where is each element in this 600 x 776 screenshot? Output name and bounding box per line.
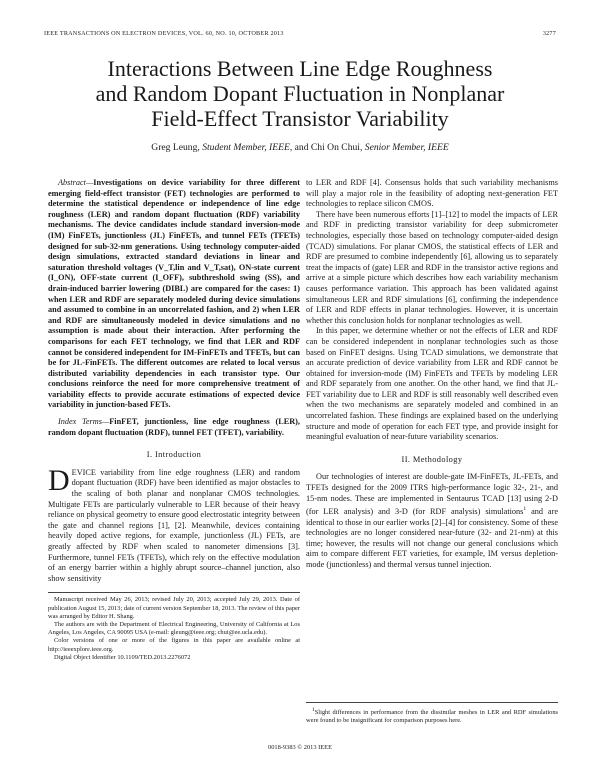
paper-title (30, 56, 570, 131)
methodology-text-rest: and are identical to those in our earlier works [2]–[4] for consistency. Some of these technologies are no longer considered near-future (32- and 21-nm) at this time; however, the results will not change our general conclusions which aim to compare different FET varieties, for example, IM versus depletion-mode (junctionless) and thermal versus tunnel injection. (306, 506, 558, 569)
footnote-affiliation: The authors are with the Department of Electrical Engineering, University of California at Los Angeles, Los Angeles, CA 90095 USA (e-mail: gleung@ieee.org; chui@ee.ucla.edu). (48, 620, 300, 637)
page-number: 3277 (542, 30, 556, 37)
footnote-doi: Digital Object Identifier 10.1109/TED.2013.2276072 (54, 653, 191, 661)
journal-name: IEEE TRANSACTIONS ON ELECTRON DEVICES, VOL. 60, NO. 10, OCTOBER 2013 (44, 30, 284, 37)
methodology-text: Our technologies of interest are double-gate IM-FinFETs, JL-FETs, and TFETs designed for the 2009 ITRS high-performance logic 32-, 21-, and 15-nm nodes. These are implemented in Sentaurus TCAD [13] using 2-D (for LER analysis) and 3-D (for RDF analysis) simulations (306, 472, 558, 516)
index-terms-lead: Index Terms— (58, 417, 110, 427)
author-1-role: Student Member, IEEE, (202, 142, 293, 153)
right-footnote (306, 702, 558, 726)
footnote-color: Color versions of one or more of the figures in this paper are available online at http://ieeexplore.ieee.org. (48, 637, 300, 653)
title-line-1: Interactions Between Line Edge Roughness (107, 56, 493, 81)
right-footnote-marker: 1 (312, 707, 315, 713)
right-footnote-text: Slight differences in performance from the dissimilar meshes in LER and RDF simulations were found to be insignificant for comparison purposes here. (306, 709, 558, 725)
footnote-marker: 1 (523, 506, 527, 513)
abstract-text: Investigations on device variability for three different emerging field-effect transistor (FET) technologies are performed to determine the statistical dependence or independence of line edge roughness (LER) and random dopant fluctuation (RDF) variability mechanisms. The device candidates include standard inversion-mode (IM) FinFETs, junctionless (JL) FinFETs, and tunnel FETs (TFETs) designed for sub-32-nm generations. Using technology computer-aided design simulations, extracted standard deviations in linear and saturation threshold voltages (V_T,lin and V_T,sat), ON-state current (I_ON), OFF-state current (I_OFF), subthreshold swing (SS), and drain-induced barrier lowering (DIBL) are compared for the cases: 1) when LER and RDF are separately modeled during device simulations and assumed to combine in an uncorrelated fashion, and 2) when LER and RDF are simultaneously modeled in device simulations and no assumption is made about their interaction. After performing the comparisons for each FET technology, we find that LER and RDF cannot be considered independent for IM-FinFETs and TFETs, but can be for JL-FinFETs. The different outcomes are related to local versus distributed variability dependencies in each transistor type. Our conclusions reinforce the need for more comprehensive treatment of variability effects to provide accurate estimations of expected device variability in junction-based FETs. (48, 178, 300, 410)
index-terms (48, 417, 300, 438)
right-paragraph-2: There have been numerous efforts [1]–[12] to model the impacts of LER and RDF in predicting transistor variability for deep submicrometer technologies, especially those based on technology computer-aided design (TCAD) simulations. For planar CMOS, the statistical effects of LER and RDF are presumed to combine independently [6], allowing us to separately treat the impacts of (gate) LER and RDF in the transistor active regions and arrive at a simple picture which describes how each variability mechanism causes performance variation. This approach has been validated against simultaneous LER and RDF simulations [6], confirming the independence of LER and RDF effects in planar technologies. However, it is uncertain whether this conclusion holds for nonplanar technologies as well. (306, 209, 558, 325)
copyright-line: 0018-9383 © 2013 IEEE (268, 744, 332, 751)
footnote-manuscript: Manuscript received May 26, 2013; revised July 20, 2013; accepted July 29, 2013. Date of publication August 15, 2013; date of current version September 18, 2013. The review of this paper was arranged by Editor H. Shang. (48, 596, 300, 620)
author-2-name: and Chi On Chui, (294, 142, 363, 153)
drop-cap: D (48, 463, 70, 497)
intro-text: EVICE variability from line edge roughness (LER) and random dopant fluctuation (RDF) have been identified as major obstacles to the scaling of both planar and nonplanar CMOS technologies. Multigate FETs are particularly vulnerable to LER because of their heavy reliance on physical geometry to ensure good electrostatic integrity between the gate and channel regions [1], [2]. Meanwhile, devices containing heavily doped active regions, for example, junctionless (JL) FETs, are greatly affected by RDF when scaled to nanometer dimensions [3]. Furthermore, tunnel FETs (TFETs), which rely on the effective modulation of an energy barrier within a highly abrupt source–channel junction, also show sensitivity (48, 467, 300, 583)
abstract-lead: Abstract— (58, 178, 94, 187)
left-footnotes (48, 592, 300, 662)
abstract (48, 178, 300, 411)
running-header (44, 30, 556, 37)
section-heading-methodology: II. Methodology (401, 454, 463, 464)
author-2-role: Senior Member, IEEE (364, 142, 449, 153)
left-column (48, 178, 300, 662)
title-line-3: Field-Effect Transistor Variability (151, 106, 449, 131)
author-line (30, 142, 570, 153)
methodology-paragraph (306, 472, 558, 570)
author-1-name: Greg Leung, (151, 142, 200, 153)
right-paragraph-3: In this paper, we determine whether or not the effects of LER and RDF can be considered independent in nonplanar technologies such as those based on FinFET designs. Using TCAD simulations, we demonstrate that an accurate prediction of device variability from LER and RDF cannot be obtained for inversion-mode (IM) FinFETs and TFETs by modeling LER and RDF separately from one another. On the other hand, we find that JL-FET variability due to LER and RDF is still reasonably well described even when the two mechanisms are separately modeled and combined in an uncorrelated fashion. These findings are explained based on the underlying structure and mode of operation for each FET type, and provide insight for meaningful evaluation of near-future variability scenarios. (306, 326, 558, 442)
index-terms-text: FinFET, junctionless, line edge roughness (LER), random dopant fluctuation (RDF), tunnel FET (TFET), variability. (48, 417, 300, 437)
right-paragraph-1: to LER and RDF [4]. Consensus holds that such variability mechanisms will play a major role in the feasibility of adopting next-generation FET technologies to replace silicon CMOS. (306, 178, 558, 209)
section-heading-introduction: I. Introduction (146, 450, 202, 460)
right-column (306, 178, 558, 571)
title-line-2: and Random Dopant Fluctuation in Nonplanar (95, 81, 505, 106)
intro-paragraph (48, 463, 300, 585)
